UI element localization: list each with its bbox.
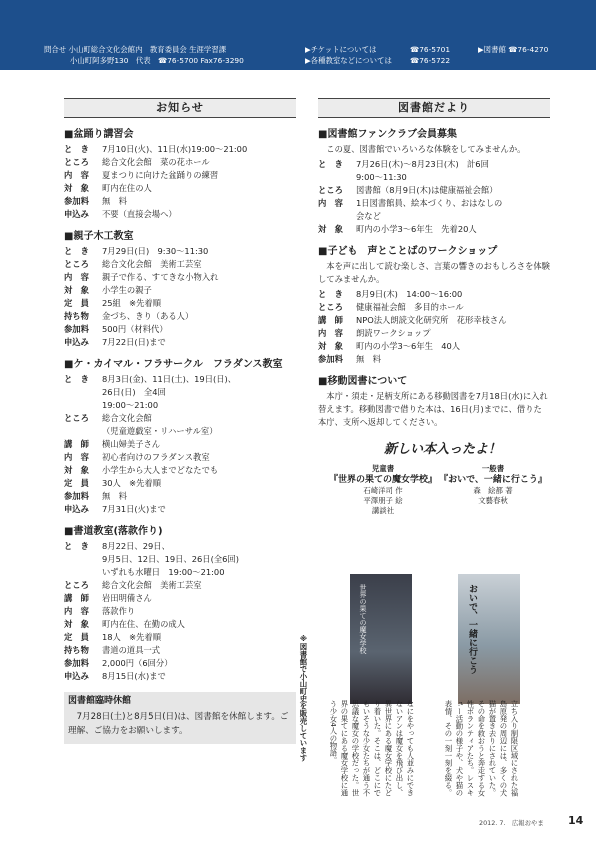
detail-value-line: 26日(日) 全4回 [102, 387, 166, 397]
detail-label: 申込み [64, 337, 89, 347]
book1-cover-text: 世界の果ての魔女学校 [359, 584, 367, 654]
detail-value-line: 町内在住、在勤の成人 [102, 619, 185, 629]
book1-info [328, 464, 438, 516]
detail-row [64, 618, 296, 631]
detail-value [102, 310, 296, 323]
detail-value [102, 605, 296, 618]
detail-value [102, 579, 296, 592]
detail-row [318, 288, 550, 301]
detail-value-line: 総合文化会館 [102, 413, 152, 423]
detail-label: 申込み [64, 671, 89, 681]
top-banner [0, 0, 596, 42]
detail-value-line: 不要（直接会場へ） [102, 209, 177, 219]
detail-value-line: 落款作り [102, 606, 136, 616]
detail-value [102, 336, 296, 349]
detail-label: 定 員 [64, 298, 89, 308]
event-block [64, 128, 296, 221]
side-note: ※図書館で小山町史を販売しています [299, 634, 308, 762]
detail-value-line: 18人 ※先着順 [102, 632, 161, 642]
book1-publisher: 講談社 [371, 506, 395, 515]
detail-row [64, 503, 296, 516]
book1-category: 児童書 [371, 464, 395, 473]
event-title: ■ケ・カイマル・フラサークル フラダンス教室 [64, 359, 283, 370]
detail-value [102, 143, 296, 156]
detail-value [356, 223, 550, 236]
detail-value [102, 644, 296, 657]
detail-value [102, 618, 296, 631]
book2-info [438, 464, 548, 506]
detail-value-line: 図書館（8月9日(木)は健康福祉会館） [356, 185, 498, 195]
detail-row [64, 143, 296, 156]
detail-label: 講 師 [64, 439, 89, 449]
detail-value [102, 208, 296, 221]
book1-illustrator: 平澤朋子 絵 [363, 496, 403, 505]
detail-row [64, 412, 296, 438]
detail-row [318, 340, 550, 353]
library-contact [478, 44, 548, 55]
fanclub-title: ■図書館ファンクラブ会員募集 [318, 129, 458, 140]
detail-label: ところ [64, 157, 89, 167]
detail-row [64, 670, 296, 683]
detail-value [356, 288, 550, 301]
event-details [64, 143, 296, 221]
detail-row [64, 540, 296, 579]
fanclub-intro: この夏、図書館でいろいろな体験をしてみませんか。 [326, 144, 526, 154]
workshop-details [318, 288, 550, 366]
detail-value [102, 464, 296, 477]
detail-row [64, 169, 296, 182]
detail-label: 内 容 [318, 328, 343, 338]
event-title: ■親子木工教室 [64, 231, 134, 242]
detail-row [318, 197, 550, 223]
detail-label: と き [318, 159, 343, 169]
detail-value-line: 総合文化会館 菜の花ホール [102, 157, 210, 167]
detail-row [64, 464, 296, 477]
detail-value [102, 195, 296, 208]
detail-label: ところ [64, 413, 89, 423]
fanclub-section [318, 128, 550, 236]
detail-row [64, 336, 296, 349]
workshop-title: ■子ども 声とことばのワークショップ [318, 246, 498, 257]
contact-address [44, 44, 244, 66]
detail-value-line: 8月3日(金)、11日(土)、19日(日)、 [102, 374, 237, 384]
detail-value [102, 540, 296, 579]
detail-row [64, 644, 296, 657]
notices-events [64, 128, 296, 683]
detail-row [64, 284, 296, 297]
detail-label: と き [64, 144, 89, 154]
book2-author: 森 絵都 著 [473, 486, 513, 495]
library-label: ▶図書館 [478, 45, 506, 54]
detail-value-line: 30人 ※先着順 [102, 478, 161, 488]
detail-label: 内 容 [64, 606, 89, 616]
detail-value [356, 158, 550, 184]
event-details [64, 540, 296, 683]
detail-value [102, 271, 296, 284]
detail-label: 定 員 [64, 632, 89, 642]
detail-row [64, 323, 296, 336]
library-column [318, 98, 550, 438]
detail-label: ところ [64, 580, 89, 590]
detail-label: 参加料 [64, 324, 89, 334]
notices-header: お知らせ [64, 98, 296, 118]
event-details [64, 373, 296, 516]
detail-value [102, 373, 296, 412]
book1-description: なにをやっても人並みにできないアンは魔女を飛び出し、異世界にある魔女学校にたどり着いた。そこは、どこにでもいそうな少女たちが通う不思議な魔女の学校だった。世界の果てにある魔女学校に通う少女4人の物語。 [329, 700, 415, 797]
detail-row [64, 438, 296, 451]
detail-value [356, 340, 550, 353]
detail-row [64, 657, 296, 670]
workshop-section [318, 245, 550, 366]
detail-label: 参加料 [64, 658, 89, 668]
mobile-text: 本庁・須走・足柄支所にある移動図書を7月18日(水)に入れ替えます。移動図書で借りた本は、16日(月)までに、借りた本庁、支所へ返却してください。 [318, 391, 548, 427]
detail-label: ところ [64, 259, 89, 269]
detail-value [102, 169, 296, 182]
detail-row [318, 327, 550, 340]
detail-label: 対 象 [64, 183, 89, 193]
event-title: ■書道教室(落款作り) [64, 526, 163, 537]
detail-value-line: 総合文化会館 美術工芸室 [102, 259, 202, 269]
contact-bar [0, 42, 596, 70]
detail-row [64, 297, 296, 310]
detail-row [64, 451, 296, 464]
detail-value [102, 477, 296, 490]
detail-value-line: 会など [356, 211, 381, 221]
book2-category: 一般書 [481, 464, 505, 473]
detail-value-line: 町内の小学3～6年生 先着20人 [356, 224, 477, 234]
detail-value [102, 503, 296, 516]
book2-cover-text: おいで、一緒に行こう [467, 584, 477, 674]
detail-label: 対 象 [318, 224, 343, 234]
detail-value [102, 438, 296, 451]
detail-value [102, 670, 296, 683]
detail-value-line: 7月29日(日) 9:30～11:30 [102, 246, 209, 256]
detail-row [64, 373, 296, 412]
detail-label: 申込み [64, 209, 89, 219]
book2-title: 『おいで、一緒に行こう』 [439, 475, 547, 485]
closure-text: 7月28日(土)と8月5日(日)は、図書館を休館します。ご理解、ご協力をお願いします。 [68, 712, 289, 736]
detail-label: 申込み [64, 504, 89, 514]
detail-label: と き [318, 289, 343, 299]
detail-row [64, 490, 296, 503]
detail-value-line: NPO法人朗読文化研究所 花形幸枝さん [356, 315, 507, 325]
library-tel: ☎76-4270 [508, 45, 549, 54]
detail-label: 持ち物 [64, 311, 89, 321]
detail-value-line: 健康福祉会館 多目的ホール [356, 302, 464, 312]
detail-value-line: 書道の道具一式 [102, 645, 161, 655]
detail-row [318, 301, 550, 314]
detail-label: 講 師 [318, 315, 343, 325]
detail-label: 対 象 [318, 341, 343, 351]
event-block [64, 525, 296, 683]
detail-row [64, 310, 296, 323]
book1-author: 石崎洋司 作 [363, 486, 403, 495]
detail-value [356, 314, 550, 327]
detail-row [64, 195, 296, 208]
detail-label: 参加料 [64, 196, 89, 206]
detail-row [64, 258, 296, 271]
detail-value-line: 7月22日(日)まで [102, 337, 166, 347]
detail-value-line: 8月22日、29日、 [102, 541, 170, 551]
detail-row [64, 271, 296, 284]
detail-row [318, 184, 550, 197]
detail-value [102, 451, 296, 464]
library-header: 図書館だより [318, 98, 550, 118]
event-block [64, 358, 296, 516]
detail-value [356, 197, 550, 223]
footer-issue: 2012. 7. 広報おやま [479, 819, 544, 827]
detail-label: 参加料 [64, 491, 89, 501]
library-closure-box [64, 692, 296, 744]
detail-value-line: 7月31日(火)まで [102, 504, 166, 514]
ticket-label: ▶チケットについては [305, 45, 377, 54]
detail-row [318, 158, 550, 184]
detail-value-line: 1日図書館員、絵本づくり、おはなしの [356, 198, 503, 208]
fanclub-details [318, 158, 550, 236]
detail-value [356, 301, 550, 314]
event-title: ■盆踊り講習会 [64, 129, 134, 140]
detail-row [64, 579, 296, 592]
page-number: 14 [568, 814, 584, 827]
detail-value [356, 327, 550, 340]
detail-value-line: 25組 ※先着順 [102, 298, 161, 308]
groups-tel: ☎76-5722 [410, 56, 451, 65]
detail-row [64, 245, 296, 258]
book2-cover-image [458, 574, 520, 704]
contact-line1: 小山町総合文化会館内 教育委員会 生涯学習課 [68, 45, 227, 54]
detail-row [64, 605, 296, 618]
detail-label: 内 容 [64, 452, 89, 462]
detail-label: ところ [318, 185, 343, 195]
detail-value-line: 朗読ワークショップ [356, 328, 431, 338]
detail-label: 対 象 [64, 465, 89, 475]
detail-label: 持ち物 [64, 645, 89, 655]
detail-row [64, 156, 296, 169]
detail-row [64, 477, 296, 490]
detail-value-line: 夏まつりに向けた盆踊りの練習 [102, 170, 219, 180]
detail-value [102, 258, 296, 271]
detail-value-line: 19:00～21:00 [102, 400, 159, 410]
detail-label: 参加料 [318, 354, 343, 364]
detail-value-line: 町内在住の人 [102, 183, 152, 193]
detail-row [318, 223, 550, 236]
detail-value [102, 245, 296, 258]
contact-inquiries [305, 44, 392, 66]
detail-label: 講 師 [64, 593, 89, 603]
book1-cover-image [350, 574, 412, 704]
detail-value [102, 490, 296, 503]
detail-row [64, 592, 296, 605]
detail-value [102, 297, 296, 310]
detail-value-line: 無 料 [356, 354, 381, 364]
detail-value-line: 9月5日、12日、19日、26日(全6回) [102, 554, 239, 564]
detail-row [64, 208, 296, 221]
detail-value-line: 無 料 [102, 491, 127, 501]
detail-value-line: 500円（材料代） [102, 324, 168, 334]
detail-value-line: 無 料 [102, 196, 127, 206]
detail-value-line: いずれも水曜日 19:00～21:00 [102, 567, 225, 577]
detail-label: と き [64, 374, 89, 384]
detail-value-line: 初心者向けのフラダンス教室 [102, 452, 210, 462]
detail-label: 内 容 [64, 272, 89, 282]
detail-value-line: 7月26日(木)～8月23日(木) 計6回 [356, 159, 489, 169]
detail-label: と き [64, 541, 89, 551]
detail-row [318, 353, 550, 366]
closure-title: 図書館臨時休館 [68, 696, 132, 706]
detail-value-line: 総合文化会館 美術工芸室 [102, 580, 202, 590]
book2-description: 立ち入り制限区域にされた福島原発の周辺には、多くの犬猫が置き去りにされていた。その命を救おうと奔走する女性ボランティアたち。レスキュー活動の様子や、犬や猫の表情、その一刻一刻を綴る。 [444, 700, 519, 797]
detail-value-line: 町内の小学3～6年生 40人 [356, 341, 461, 351]
new-books-section [299, 438, 552, 797]
ticket-tel: ☎76-5701 [410, 45, 451, 54]
detail-label: 定 員 [64, 478, 89, 488]
detail-value-line: （児童遊戯室・リハーサル室） [102, 426, 218, 436]
contact-tels [410, 44, 450, 66]
detail-label: と き [64, 246, 89, 256]
detail-value-line: 2,000円（6回分） [102, 658, 173, 668]
detail-value [102, 592, 296, 605]
detail-value [102, 284, 296, 297]
mobile-title: ■移動図書について [318, 376, 408, 387]
event-details [64, 245, 296, 349]
detail-value [356, 184, 550, 197]
detail-row [318, 314, 550, 327]
detail-value-line: 小学生から大人までどなたでも [102, 465, 219, 475]
detail-label: 対 象 [64, 285, 89, 295]
detail-value [356, 353, 550, 366]
detail-value-line: 岩田明備さん [102, 593, 152, 603]
detail-value [102, 412, 296, 438]
notices-column [64, 98, 296, 744]
detail-value-line: 7月10日(火)、11日(水)19:00～21:00 [102, 144, 248, 154]
detail-value [102, 156, 296, 169]
detail-label: 内 容 [318, 198, 343, 208]
contact-label: 問合せ [44, 45, 67, 54]
book1-title: 『世界の果ての魔女学校』 [328, 475, 437, 485]
new-books-title: 新しい本入ったよ！ [384, 442, 502, 457]
detail-value-line: 9:00～11:30 [356, 172, 407, 182]
detail-value-line: 8月15日(水)まで [102, 671, 166, 681]
detail-label: ところ [318, 302, 343, 312]
detail-value-line: 親子で作る、すてきな小物入れ [102, 272, 219, 282]
detail-value [102, 631, 296, 644]
detail-value [102, 323, 296, 336]
detail-row [64, 182, 296, 195]
contact-line2: 小山町阿多野130 代表 ☎76-5700 Fax76-3290 [70, 56, 244, 65]
detail-label: 対 象 [64, 619, 89, 629]
mobile-library-section [318, 375, 550, 429]
detail-value-line: 8月9日(木) 14:00～16:00 [356, 289, 463, 299]
detail-label: 内 容 [64, 170, 89, 180]
detail-value-line: 小学生の親子 [102, 285, 152, 295]
detail-value-line: 横山婦美子さん [102, 439, 161, 449]
workshop-intro: 本を声に出して読む楽しさ、言葉の響きのおもしろさを体験してみませんか。 [318, 261, 550, 284]
event-block [64, 230, 296, 349]
detail-value [102, 657, 296, 670]
detail-value-line: 金づち、きり（ある人） [102, 311, 194, 321]
detail-row [64, 631, 296, 644]
book2-publisher: 文藝春秋 [478, 496, 508, 505]
groups-label: ▶各種教室などについては [305, 56, 392, 65]
detail-value [102, 182, 296, 195]
